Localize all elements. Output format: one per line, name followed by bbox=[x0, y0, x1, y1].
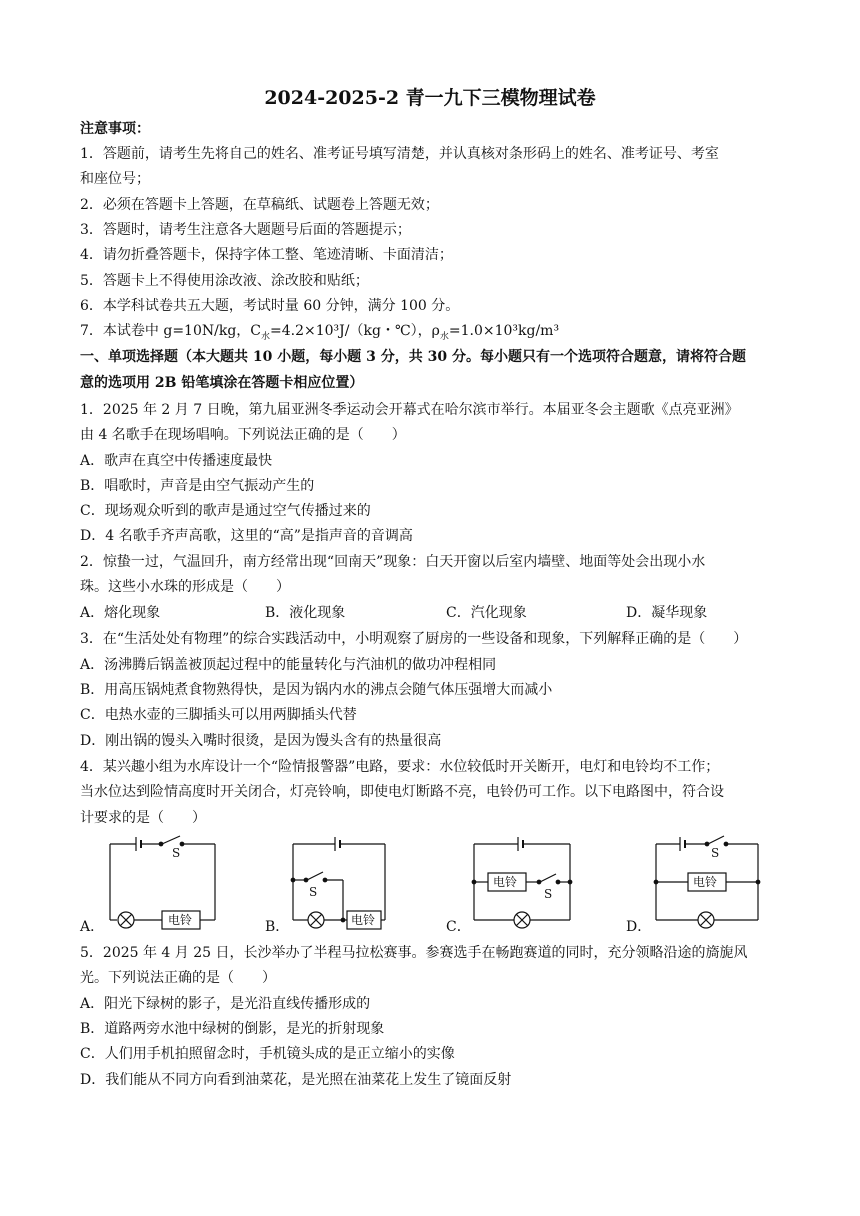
q2-option-a: A．熔化现象 bbox=[80, 605, 161, 621]
q5-stem-1: 5．2025 年 4 月 25 日，长沙举办了半程马拉松赛事。参赛选手在畅跑赛道的同时，充分领略沿途的旖旎风 bbox=[80, 945, 748, 961]
notice-item-4: 4．请勿折叠答题卡，保持字体工整、笔迹清晰、卡面清洁； bbox=[80, 247, 453, 263]
q1-option-d: D．4 名歌手齐声高歌，这里的“高”是指声音的音调高 bbox=[80, 528, 413, 544]
circuit-d bbox=[648, 832, 768, 942]
q4-stem-2: 当水位达到险情高度时开关闭合，灯亮铃响，即使电灯断路不亮，电铃仍可工作。以下电路图中，符合设 bbox=[80, 784, 724, 800]
q5-option-c: C．人们用手机拍照留念时，手机镜头成的是正立缩小的实像 bbox=[80, 1046, 455, 1062]
circuit-b-bell-label: 电铃 bbox=[351, 913, 376, 927]
q3-option-c: C．电热水壶的三脚插头可以用两脚插头代替 bbox=[80, 707, 357, 723]
circuit-b-label: B． bbox=[265, 919, 290, 935]
circuit-a-switch-label: S bbox=[172, 846, 181, 860]
q3-option-b: B．用高压锅炖煮食物熟得快，是因为锅内水的沸点会随气体压强增大而减小 bbox=[80, 682, 553, 698]
q1-option-c: C．现场观众听到的歌声是通过空气传播过来的 bbox=[80, 503, 371, 519]
q4-stem-1: 4．某兴趣小组为水库设计一个“险情报警器”电路，要求：水位较低时开关断开，电灯和电铃均不工作； bbox=[80, 759, 720, 775]
q5-option-d: D．我们能从不同方向看到油菜花，是光照在油菜花上发生了镜面反射 bbox=[80, 1072, 512, 1088]
notice-item-5: 5．答题卡上不得使用涂改液、涂改胶和贴纸； bbox=[80, 273, 369, 289]
q2-option-c: C．汽化现象 bbox=[446, 605, 527, 621]
q2-option-b: B．液化现象 bbox=[265, 605, 346, 621]
notice-item-7-suffix: =1.0×10³kg/m³ bbox=[448, 323, 560, 339]
notice-item-7-sub1: 水 bbox=[261, 331, 271, 342]
circuit-c-bell-label: 电铃 bbox=[493, 875, 518, 889]
q2-stem-2: 珠。这些小水珠的形成是（ ） bbox=[80, 579, 290, 595]
page-title: 2024-2025-2 青一九下三模物理试卷 bbox=[264, 87, 596, 109]
notice-item-7-prefix: 7．本试卷中 g=10N/kg，C bbox=[80, 323, 261, 339]
q1-stem-1: 1．2025 年 2 月 7 日晚，第九届亚洲冬季运动会开幕式在哈尔滨市举行。本届亚冬会主题歌《点亮亚洲》 bbox=[80, 402, 739, 418]
notice-item-3: 3．答题时，请考生注意各大题题号后面的答题提示； bbox=[80, 222, 411, 238]
q1-option-a: A．歌声在真空中传播速度最快 bbox=[80, 453, 273, 469]
circuit-a bbox=[100, 832, 225, 942]
notice-item-7-sub2: 水 bbox=[439, 331, 449, 342]
q1-option-b: B．唱歌时，声音是由空气振动产生的 bbox=[80, 478, 315, 494]
circuit-c-switch-label: S bbox=[544, 887, 553, 901]
notice-item-6: 6．本学科试卷共五大题，考试时量 60 分钟，满分 100 分。 bbox=[80, 298, 460, 314]
q2-stem-1: 2．惊蛰一过，气温回升，南方经常出现“回南天”现象：白天开窗以后室内墙壁、地面等处会出现小水 bbox=[80, 554, 706, 570]
notice-heading: 注意事项： bbox=[80, 121, 150, 137]
q3-stem-1: 3．在“生活处处有物理”的综合实践活动中，小明观察了厨房的一些设备和现象，下列解释正确的是（ ） bbox=[80, 631, 748, 647]
circuit-a-bell-label: 电铃 bbox=[168, 913, 193, 927]
circuit-c-label: C． bbox=[446, 919, 471, 935]
notice-item-2: 2．必须在答题卡上答题，在草稿纸、试题卷上答题无效； bbox=[80, 197, 439, 213]
section1-heading-2: 意的选项用 2B 铅笔填涂在答题卡相应位置） bbox=[80, 375, 364, 391]
circuit-d-label: D． bbox=[626, 919, 652, 935]
circuit-c bbox=[466, 832, 581, 942]
q2-option-d: D．凝华现象 bbox=[626, 605, 708, 621]
section1-heading-1: 一、单项选择题（本大题共 10 小题，每小题 3 分，共 30 分。每小题只有一个选项符合题意，请将符合题 bbox=[80, 349, 746, 365]
notice-item-1: 1．答题前，请考生先将自己的姓名、准考证号填写清楚，并认真核对条形码上的姓名、准考证号、考室 bbox=[80, 146, 719, 162]
q1-stem-2: 由 4 名歌手在现场唱响。下列说法正确的是（ ） bbox=[80, 427, 406, 443]
q5-stem-2: 光。下列说法正确的是（ ） bbox=[80, 970, 276, 986]
circuit-d-switch-label: S bbox=[711, 846, 720, 860]
circuit-b-switch-label: S bbox=[309, 885, 318, 899]
circuit-b bbox=[285, 832, 395, 942]
q4-stem-3: 计要求的是（ ） bbox=[80, 810, 206, 826]
circuit-a-label: A． bbox=[80, 919, 105, 935]
q5-option-b: B．道路两旁水池中绿树的倒影，是光的折射现象 bbox=[80, 1021, 385, 1037]
q3-option-d: D．刚出锅的馒头入嘴时很烫，是因为馒头含有的热量很高 bbox=[80, 733, 442, 749]
notice-item-7-mid: =4.2×10³J/（kg・℃），ρ bbox=[270, 323, 440, 339]
notice-item-1-cont: 和座位号； bbox=[80, 171, 150, 187]
q3-option-a: A．汤沸腾后锅盖被顶起过程中的能量转化与汽油机的做功冲程相同 bbox=[80, 657, 497, 673]
circuit-d-bell-label: 电铃 bbox=[693, 875, 718, 889]
q5-option-a: A．阳光下绿树的影子，是光沿直线传播形成的 bbox=[80, 996, 371, 1012]
